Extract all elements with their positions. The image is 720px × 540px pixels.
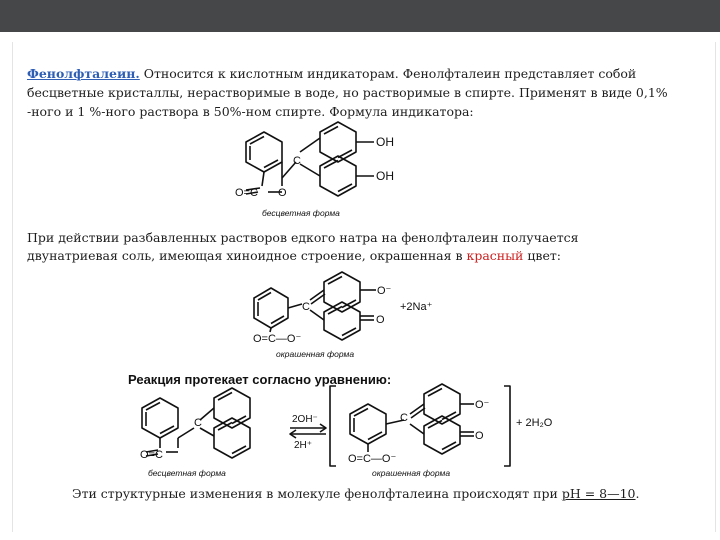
- ph-range: pH = 8—10: [561, 486, 636, 501]
- intro-line2: бесцветные кристаллы, нерастворимые в воде, но растворимые в спирте. Применят в виде 0,1%: [27, 85, 668, 100]
- reaction-line2: двунатриевая соль, имеющая хиноидное строение, окрашенная в: [27, 248, 467, 263]
- equilibrium-arrows: [290, 424, 326, 438]
- footer-text: Эти структурные изменения в молекуле фенолфталеина происходят при: [72, 486, 562, 501]
- oh-label-top: OH: [376, 135, 394, 149]
- phenolate-o: O⁻: [377, 285, 392, 297]
- central-carbon-2: C: [302, 301, 310, 313]
- eq-right-carbon: C: [400, 412, 408, 424]
- term-heading: Фенолфталеин.: [27, 66, 140, 81]
- ketone-o: O: [376, 314, 385, 326]
- eq-right-ketone: O: [475, 430, 484, 442]
- eq-left-carbon: C: [194, 417, 202, 429]
- equation-right-structure: [350, 384, 474, 454]
- reaction-line2-end: цвет:: [523, 248, 561, 263]
- equation-heading: Реакция протекает согласно уравнению:: [128, 372, 392, 387]
- eq-left-caption: бесцветная форма: [148, 468, 226, 478]
- colored-form-structure: [254, 272, 376, 340]
- left-bracket: [330, 386, 336, 466]
- intro-line1: Относится к кислотным индикаторам. Фенолфталеин представляет собой: [139, 66, 637, 81]
- eq-right-carboxylate: O=C—O⁻: [348, 453, 397, 465]
- red-word: красный: [466, 248, 524, 263]
- eq-right-phenolate: O⁻: [475, 399, 490, 411]
- eq-left-ester: O=C: [140, 449, 163, 461]
- oh-label-bottom: OH: [376, 169, 394, 183]
- colorless-caption: бесцветная форма: [262, 208, 340, 218]
- intro-line3: -ного и 1 %-ного раствора в 50%-ном спирте. Формула индикатора:: [27, 104, 474, 119]
- ring-oxygen: O: [278, 187, 287, 199]
- reverse-reagent: 2H⁺: [294, 440, 313, 451]
- eq-right-caption: окрашенная форма: [372, 468, 451, 478]
- carboxylate-group: O=C—O⁻: [253, 333, 302, 345]
- colored-caption: окрашенная форма: [276, 349, 355, 359]
- reaction-line1: При действии разбавленных растворов едкого натра на фенолфталеин получается: [27, 230, 579, 245]
- water-product: + 2H₂O: [516, 417, 553, 429]
- sodium-ions: +2Na⁺: [400, 301, 433, 313]
- colorless-form-structure: [246, 122, 374, 196]
- forward-reagent: 2OH⁻: [292, 414, 318, 425]
- right-bracket: [504, 386, 510, 466]
- carbonyl-group: O=C: [235, 187, 258, 199]
- central-carbon: C: [293, 155, 301, 167]
- footer-end: .: [635, 486, 640, 501]
